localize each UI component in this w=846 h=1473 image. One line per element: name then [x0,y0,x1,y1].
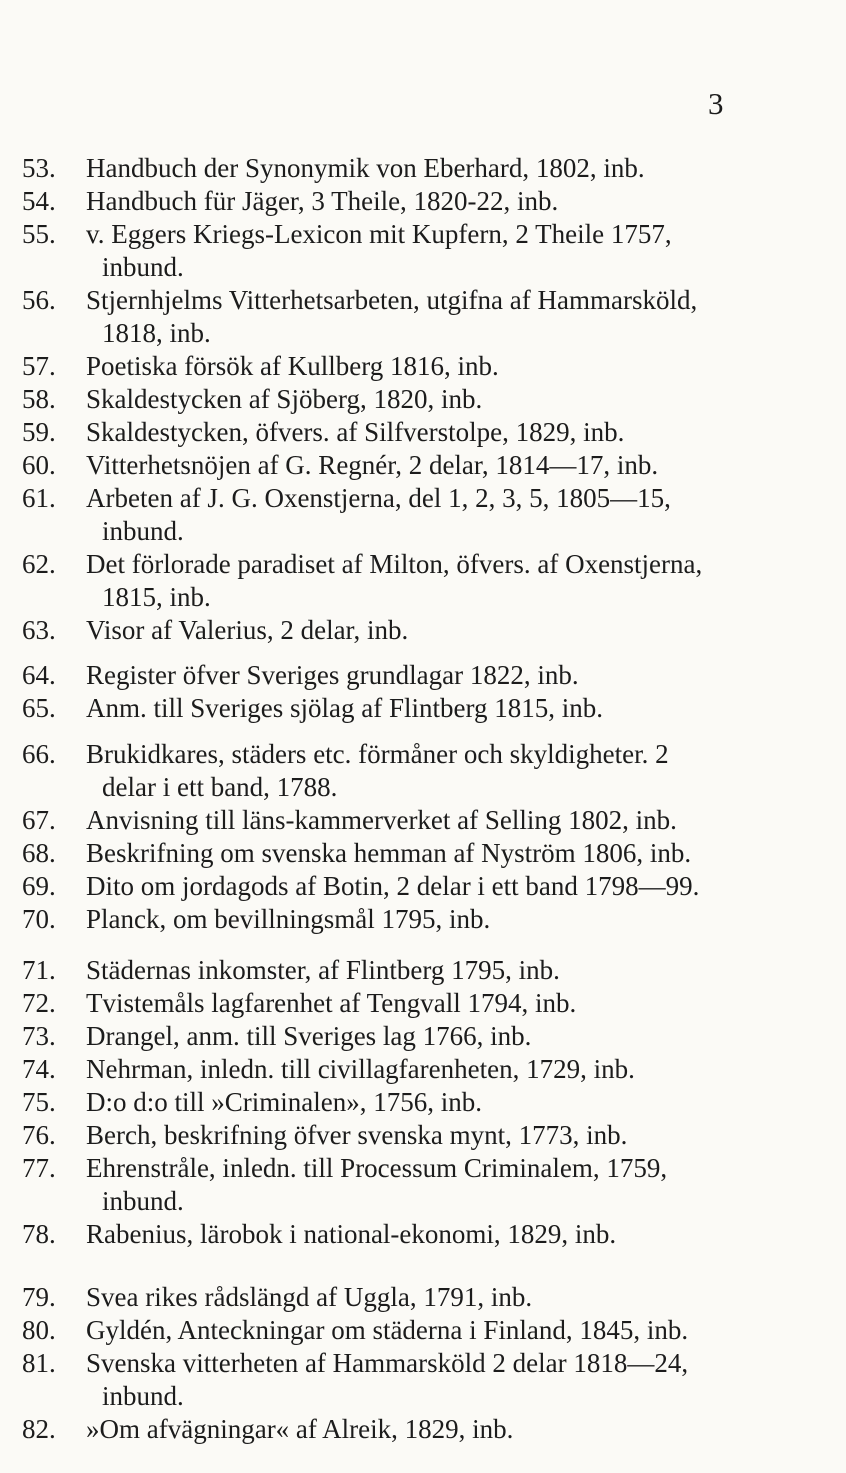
entry-number: 53. [22,153,56,183]
entry-body [86,692,782,725]
catalogue-entry [22,837,782,870]
entry-text: Drangel, anm. till Sveriges lag 1766, inb. [86,1021,532,1051]
entry-text: Beskrifning om svenska hemman af Nyström 1806, inb. [86,838,692,868]
entry-continuation: inbund. [102,252,184,282]
entry-number: 72. [22,988,56,1018]
entry-text: Skaldestycken, öfvers. af Silfverstolpe, 1829, inb. [86,417,625,447]
entry-text: Visor af Valerius, 2 delar, inb. [86,615,409,645]
entry-number: 58. [22,384,56,414]
catalogue-entry [22,738,782,804]
entry-body [86,218,782,284]
catalogue-entry [22,1053,782,1086]
entry-body [86,1413,782,1446]
entry-number: 82. [22,1414,56,1444]
entry-text: Stjernhjelms Vitterhetsarbeten, utgifna af Hammarsköld, [86,285,698,315]
entry-continuation: delar i ett band, 1788. [102,772,338,802]
catalogue-entry [22,870,782,903]
entry-number: 62. [22,549,56,579]
entry-text: Rabenius, lärobok i national-ekonomi, 1829, inb. [86,1219,617,1249]
entry-body [86,548,782,614]
entry-body [86,738,782,804]
entry-text: Register öfver Sveriges grundlagar 1822, inb. [86,660,579,690]
entry-body [86,1152,782,1218]
entry-number: 57. [22,351,56,381]
catalogue-entry [22,482,782,548]
entry-body [86,870,782,903]
entry-body [86,614,782,647]
catalogue-entry [22,185,782,218]
entry-text: Tvistemåls lagfarenhet af Tengvall 1794, inb. [86,988,577,1018]
catalogue-entry [22,614,782,647]
catalogue-entry [22,350,782,383]
entry-body [86,1314,782,1347]
entry-text: Anm. till Sveriges sjölag af Flintberg 1815, inb. [86,693,603,723]
entry-number: 65. [22,693,56,723]
catalogue-entry [22,449,782,482]
entry-body [86,284,782,350]
entry-text: Arbeten af J. G. Oxenstjerna, del 1, 2, 3, 5, 1805—15, [86,483,671,513]
entry-continuation: 1818, inb. [102,318,211,348]
entry-number: 56. [22,285,56,315]
catalogue-entry [22,1218,782,1251]
catalogue-entry [22,383,782,416]
entry-body [86,416,782,449]
catalogue-entry [22,284,782,350]
catalogue-entry [22,1119,782,1152]
entry-text: Gyldén, Anteckningar om städerna i Finland, 1845, inb. [86,1315,689,1345]
catalogue-entry [22,659,782,692]
catalogue-entry [22,548,782,614]
entry-number: 66. [22,739,56,769]
entry-number: 61. [22,483,56,513]
entry-body [86,1086,782,1119]
entry-text: Handbuch der Synonymik von Eberhard, 1802, inb. [86,153,645,183]
entry-body [86,804,782,837]
entry-number: 70. [22,904,56,934]
entry-body [86,1053,782,1086]
page-number: 3 [708,86,724,121]
entry-number: 73. [22,1021,56,1051]
entry-number: 78. [22,1219,56,1249]
entry-number: 74. [22,1054,56,1084]
catalogue-list [22,152,782,1446]
catalogue-entry [22,903,782,936]
entry-body [86,954,782,987]
entry-number: 54. [22,186,56,216]
entry-number: 81. [22,1348,56,1378]
catalogue-entry [22,954,782,987]
catalogue-entry [22,1347,782,1413]
entry-number: 68. [22,838,56,868]
entry-body [86,152,782,185]
entry-number: 59. [22,417,56,447]
entry-text: Poetiska försök af Kullberg 1816, inb. [86,351,499,381]
entry-text: Skaldestycken af Sjöberg, 1820, inb. [86,384,483,414]
entry-body [86,350,782,383]
catalogue-entry [22,804,782,837]
entry-body [86,987,782,1020]
entry-body [86,1218,782,1251]
entry-text: Brukidkares, städers etc. förmåner och skyldigheter. 2 [86,739,669,769]
catalogue-entry [22,1281,782,1314]
catalogue-entry [22,1413,782,1446]
entry-number: 69. [22,871,56,901]
catalogue-entry [22,416,782,449]
entry-body [86,482,782,548]
entry-number: 80. [22,1315,56,1345]
entry-number: 75. [22,1087,56,1117]
entry-continuation: inbund. [102,1381,184,1411]
catalogue-entry [22,692,782,725]
entry-body [86,185,782,218]
catalogue-entry [22,1152,782,1218]
entry-number: 55. [22,219,56,249]
entry-text: Städernas inkomster, af Flintberg 1795, inb. [86,955,560,985]
entry-text: Planck, om bevillningsmål 1795, inb. [86,904,491,934]
entry-text: »Om afvägningar« af Alreik, 1829, inb. [86,1414,514,1444]
entry-body [86,1347,782,1413]
entry-text: Berch, beskrifning öfver svenska mynt, 1773, inb. [86,1120,628,1150]
entry-number: 76. [22,1120,56,1150]
entry-body [86,903,782,936]
entry-number: 77. [22,1153,56,1183]
entry-continuation: inbund. [102,516,184,546]
entry-text: D:o d:o till »Criminalen», 1756, inb. [86,1087,482,1117]
entry-body [86,1281,782,1314]
entry-body [86,383,782,416]
catalogue-entry [22,218,782,284]
entry-text: Det förlorade paradiset af Milton, öfvers. af Oxenstjerna, [86,549,703,579]
entry-number: 71. [22,955,56,985]
catalogue-entry [22,1314,782,1347]
catalogue-entry [22,987,782,1020]
entry-text: Ehrenstråle, inledn. till Processum Criminalem, 1759, [86,1153,668,1183]
entry-text: Dito om jordagods af Botin, 2 delar i ett band 1798—99. [86,871,700,901]
catalogue-entry [22,1086,782,1119]
entry-text: Handbuch für Jäger, 3 Theile, 1820-22, inb. [86,186,559,216]
entry-body [86,1020,782,1053]
entry-text: Svea rikes rådslängd af Uggla, 1791, inb. [86,1282,533,1312]
entry-text: Vitterhetsnöjen af G. Regnér, 2 delar, 1814—17, inb. [86,450,659,480]
entry-continuation: inbund. [102,1186,184,1216]
catalogue-entry [22,152,782,185]
entry-text: Nehrman, inledn. till civillagfarenheten, 1729, inb. [86,1054,635,1084]
entry-number: 64. [22,660,56,690]
entry-body [86,449,782,482]
entry-body [86,837,782,870]
entry-continuation: 1815, inb. [102,582,211,612]
entry-number: 60. [22,450,56,480]
entry-number: 63. [22,615,56,645]
entry-text: v. Eggers Kriegs-Lexicon mit Kupfern, 2 Theile 1757, [86,219,672,249]
entry-number: 79. [22,1282,56,1312]
entry-body [86,659,782,692]
entry-text: Anvisning till läns-kammerverket af Selling 1802, inb. [86,805,677,835]
catalogue-entry [22,1020,782,1053]
entry-text: Svenska vitterheten af Hammarsköld 2 delar 1818—24, [86,1348,689,1378]
entry-number: 67. [22,805,56,835]
entry-body [86,1119,782,1152]
